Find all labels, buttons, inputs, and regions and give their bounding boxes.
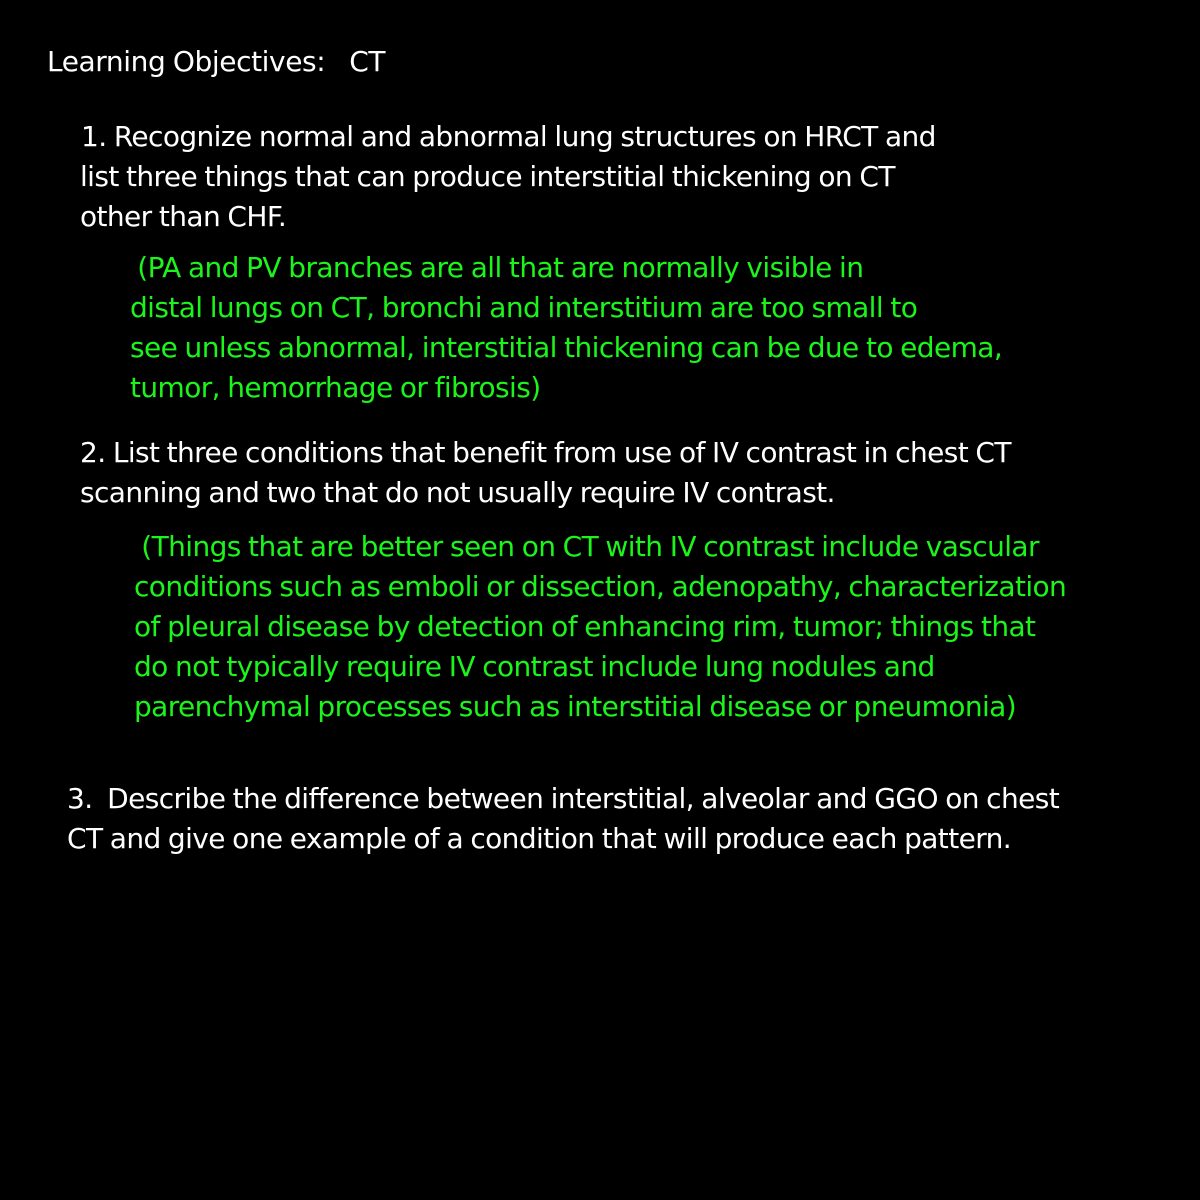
objective-3-line-1: 3. Describe the difference between interstitial, alveolar and GGO on chest: [67, 782, 1060, 815]
objective-1-answer-line-4: tumor, hemorrhage or fibrosis): [130, 371, 541, 404]
title-topic: CT: [349, 45, 386, 78]
objective-2-answer-line-3: of pleural disease by detection of enhancing rim, tumor; things that: [134, 610, 1036, 643]
objective-1-answer-line-1: (PA and PV branches are all that are normally visible in: [130, 251, 864, 284]
objective-1-answer-line-2: distal lungs on CT, bronchi and interstitium are too small to: [130, 291, 918, 324]
objective-2-line-2: scanning and two that do not usually require IV contrast.: [80, 476, 835, 509]
objective-2-answer-line-5: parenchymal processes such as interstitial disease or pneumonia): [134, 690, 1017, 723]
objective-1-line-1: 1. Recognize normal and abnormal lung structures on HRCT and: [81, 120, 936, 153]
objective-1-line-2: list three things that can produce interstitial thickening on CT: [80, 160, 895, 193]
objective-1-line-3: other than CHF.: [80, 200, 287, 233]
objective-1-answer-line-3: see unless abnormal, interstitial thickening can be due to edema,: [130, 331, 1003, 364]
objective-2-answer-line-2: conditions such as emboli or dissection, adenopathy, characterization: [134, 570, 1067, 603]
objective-2-answer-line-4: do not typically require IV contrast include lung nodules and: [134, 650, 935, 683]
slide-title: [47, 44, 385, 80]
objective-3-line-2: CT and give one example of a condition that will produce each pattern.: [67, 822, 1012, 855]
title-label: Learning Objectives:: [47, 45, 326, 78]
objective-2-answer-line-1: (Things that are better seen on CT with IV contrast include vascular: [134, 530, 1039, 563]
objective-2-line-1: 2. List three conditions that benefit from use of IV contrast in chest CT: [80, 436, 1011, 469]
